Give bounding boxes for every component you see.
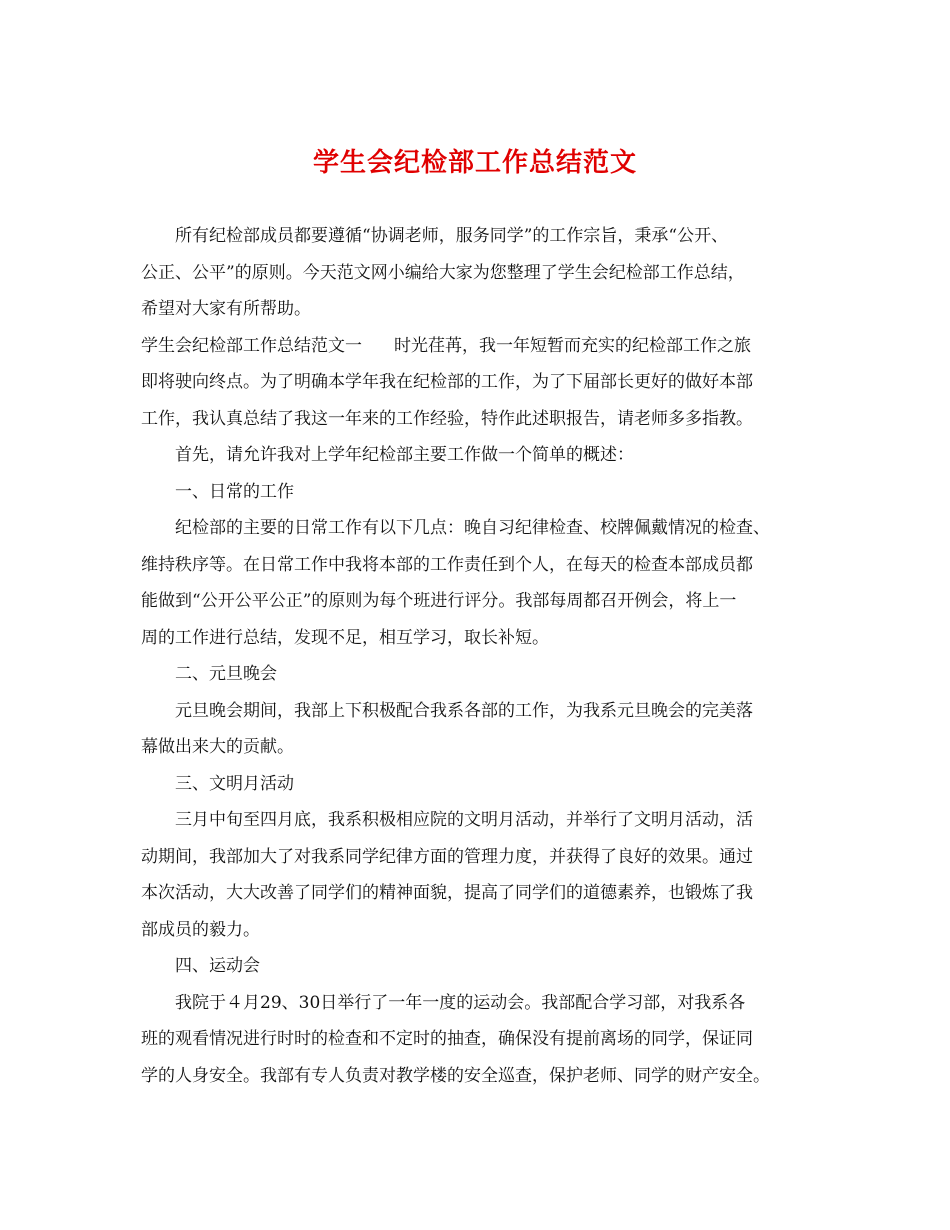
section-heading: [141, 474, 821, 511]
line-text: 维持秩序等。在日常工作中我将本部的工作责任到个人，在每天的检查本部成员都: [141, 554, 753, 575]
line-text: 所有纪检部成员都要遵循“协调老师，服务同学”的工作宗旨，秉承“公开、: [175, 226, 729, 246]
line-text: 我院于４月29、30日举行了一年一度的运动会。我部配合学习部，对我系各: [175, 992, 746, 1013]
paragraph-line: [141, 1021, 821, 1058]
line-text: 希望对大家有所帮助。: [141, 299, 311, 319]
line-text: 学的人身安全。我部有专人负责对教学楼的安全巡查，保护老师、同学的财产安全。: [141, 1065, 770, 1086]
line-text: 三、文明月活动: [175, 773, 294, 794]
line-text: 部成员的毅力。: [141, 919, 260, 940]
line-text: 元旦晚会期间，我部上下积极配合我系各部的工作，为我系元旦晚会的完美落: [175, 700, 753, 721]
line-text: 纪检部的主要的日常工作有以下几点：晚自习纪律检查、校牌佩戴情况的检查、: [175, 518, 770, 538]
line-text: 动期间，我部加大了对我系同学纪律方面的管理力度，并获得了良好的效果。通过: [141, 846, 753, 867]
paragraph-line: [141, 875, 821, 912]
paragraph-line: [141, 912, 821, 949]
paragraph-line: [141, 583, 821, 620]
paragraph-line: [141, 1058, 821, 1095]
document-body: [141, 218, 821, 1094]
line-text: 工作，我认真总结了我这一年来的工作经验，特作此述职报告，请老师多多指教。: [141, 408, 753, 429]
paragraph-line: [141, 985, 821, 1022]
line-text: 首先，请允许我对上学年纪检部主要工作做一个简单的概述：: [175, 445, 634, 465]
paragraph-line: [141, 547, 821, 584]
line-text: 周的工作进行总结，发现不足，相互学习，取长补短。: [141, 627, 549, 648]
line-text: 一、日常的工作: [175, 481, 294, 502]
line-text: 三月中旬至四月底，我系积极相应院的文明月活动，并举行了文明月活动，活: [175, 810, 753, 830]
line-text: 公正、公平”的原则。今天范文网小编给大家为您整理了学生会纪检部工作总结，: [141, 262, 745, 283]
line-text: 幕做出来大的贡献。: [141, 737, 294, 757]
section-heading: [141, 766, 821, 803]
paragraph-line: [141, 510, 821, 547]
line-text: 即将驶向终点。为了明确本学年我在纪检部的工作，为了下届部长更好的做好本部: [141, 372, 753, 392]
paragraph-line: [141, 401, 821, 438]
document-title: 学生会纪检部工作总结范文: [312, 148, 637, 178]
line-text: 本次活动，大大改善了同学们的精神面貌，提高了同学们的道德素养，也锻炼了我: [141, 883, 753, 903]
paragraph-line: [141, 218, 821, 255]
section-heading-inline: 学生会纪检部工作总结范文一: [141, 335, 362, 356]
paragraph-line: [141, 364, 821, 401]
line-text: 四、运动会: [175, 956, 260, 976]
line-text: 班的观看情况进行时时的检查和不定时的抽查，确保没有提前离场的同学，保证同: [141, 1029, 753, 1049]
section-heading: [141, 656, 821, 693]
paragraph-line: [141, 802, 821, 839]
line-text: 二、元旦晚会: [175, 664, 277, 684]
line-text: 能做到“公开公平公正”的原则为每个班进行评分。我部每周都召开例会，将上一: [141, 591, 737, 611]
paragraph-line: [141, 620, 821, 657]
paragraph-line: [141, 839, 821, 876]
paragraph-line: [141, 291, 821, 328]
paragraph-line: [141, 255, 821, 292]
paragraph-line: [141, 437, 821, 474]
paragraph-line: [141, 693, 821, 730]
paragraph-line: [141, 328, 821, 365]
section-heading: [141, 948, 821, 985]
paragraph-line: [141, 729, 821, 766]
line-text: 时光荏苒，我一年短暂而充实的纪检部工作之旅: [394, 335, 751, 356]
